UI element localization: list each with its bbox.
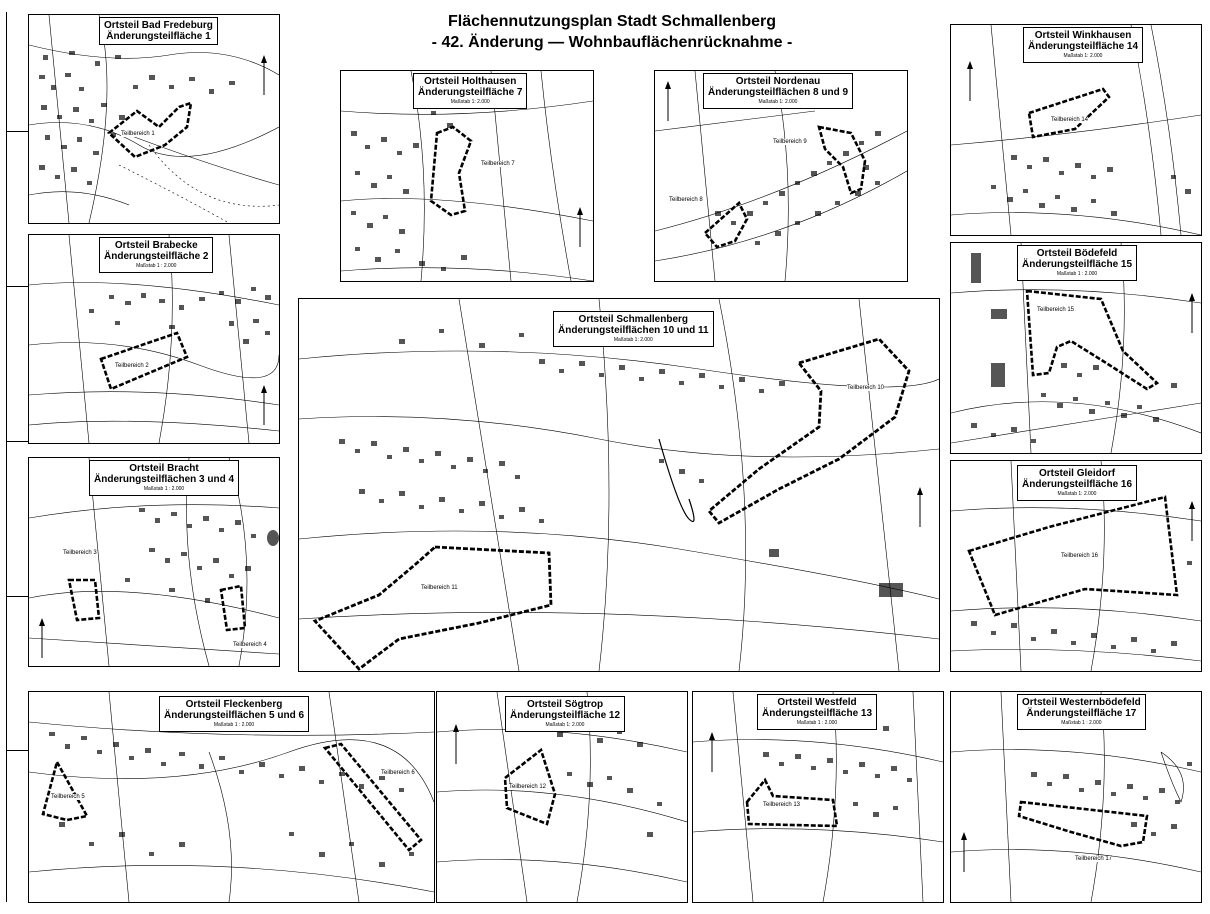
teilbereich-label: Teilbereich 6 [381, 770, 415, 776]
panel-locality: Ortsteil Schmallenberg [578, 314, 689, 325]
panel-label [99, 17, 218, 45]
panel-scale: Maßstab 1 : 2.000 [213, 722, 255, 728]
panel-label [1023, 27, 1143, 63]
map-panel-boedefeld [950, 242, 1202, 454]
panel-scale: Maßstab 1: 2.000 [450, 99, 490, 105]
teilbereich-label: Teilbereich 11 [421, 585, 458, 591]
panel-area-title: Änderungsteilfläche 15 [1022, 259, 1133, 270]
teilbereich-label: Teilbereich 15 [1037, 307, 1075, 313]
panel-area-title: Änderungsteilflächen 8 und 9 [708, 87, 849, 98]
teilbereich-label: Teilbereich 5 [51, 794, 85, 800]
north-arrow-icon [451, 724, 461, 764]
panel-locality: Ortsteil Nordenau [735, 76, 821, 87]
panel-locality: Ortsteil Westfeld [777, 697, 857, 708]
teilbereich-label: Teilbereich 10 [847, 385, 885, 391]
panel-area-title: Änderungsteilfläche 16 [1022, 479, 1133, 490]
panel-area-title: Änderungsteilflächen 3 und 4 [94, 474, 235, 485]
panel-area-title: Änderungsteilflächen 10 und 11 [558, 325, 709, 336]
teilbereich-label: Teilbereich 14 [1051, 117, 1089, 123]
panel-locality: Ortsteil Gleidorf [1038, 468, 1116, 479]
panel-area-title: Änderungsteilfläche 7 [418, 87, 523, 98]
panel-label [89, 460, 239, 496]
map-panel-soegtrop [436, 691, 688, 903]
panel-area-title: Änderungsteilfläche 14 [1028, 41, 1139, 52]
panel-locality: Ortsteil Sögtrop [526, 699, 604, 710]
map-panel-holthausen [340, 70, 594, 282]
teilbereich-label: Teilbereich 12 [509, 784, 547, 790]
panel-label [757, 694, 877, 730]
map-panel-brabecke [28, 234, 280, 444]
map-drawing [29, 15, 279, 223]
panel-label [553, 311, 714, 347]
north-arrow-icon [259, 385, 269, 425]
panel-scale: Maßstab 1 : 2.000 [136, 263, 177, 269]
teilbereich-label: Teilbereich 1 [121, 131, 155, 137]
panel-locality: Ortsteil Winkhausen [1034, 30, 1132, 41]
north-arrow-icon [915, 487, 925, 527]
north-arrow-icon [1187, 501, 1197, 541]
frame-line [6, 12, 7, 902]
frame-tick [6, 596, 28, 597]
plan-title [280, 13, 944, 52]
panel-area-title: Änderungsteilfläche 13 [762, 708, 873, 719]
panel-scale: Maßstab 1: 2.000 [1057, 491, 1097, 497]
panel-label [99, 237, 213, 273]
plan-title-line2: - 42. Änderung — Wohnbauflächenrücknahme - [431, 34, 793, 51]
panel-scale: Maßstab 1 : 2.000 [1061, 720, 1102, 726]
map-panel-fleckenberg [28, 691, 435, 903]
teilbereich-label: Teilbereich 3 [63, 550, 97, 556]
teilbereich-label: Teilbereich 7 [481, 161, 515, 167]
panel-locality: Ortsteil Bad Fredeburg [104, 20, 213, 31]
frame-tick [6, 131, 28, 132]
panel-label [1017, 245, 1137, 281]
teilbereich-label: Teilbereich 13 [763, 802, 801, 808]
panel-locality: Ortsteil Brabecke [114, 240, 198, 251]
teilbereich-label: Teilbereich 17 [1075, 856, 1113, 862]
north-arrow-icon [1187, 293, 1197, 333]
panel-label [703, 73, 853, 109]
frame-tick [6, 750, 28, 751]
north-arrow-icon [663, 81, 673, 121]
panel-label [1017, 694, 1146, 730]
panel-scale: Maßstab 1 : 2.000 [143, 486, 185, 492]
panel-scale: Maßstab 1 : 2.000 [796, 720, 838, 726]
north-arrow-icon [959, 832, 969, 872]
frame-tick [6, 286, 28, 287]
panel-scale: Maßstab 1: 2.000 [1063, 53, 1103, 59]
teilbereich-label: Teilbereich 9 [773, 139, 807, 145]
map-panel-bracht [28, 457, 280, 667]
panel-label [505, 696, 625, 732]
panel-area-title: Änderungsteilfläche 17 [1026, 708, 1137, 719]
map-panel-winkhausen [950, 24, 1202, 236]
panel-label [159, 696, 309, 732]
panel-label [413, 73, 527, 109]
map-panel-gleidorf [950, 460, 1202, 672]
panel-locality: Ortsteil Bracht [129, 463, 199, 474]
teilbereich-label: Teilbereich 16 [1061, 553, 1099, 559]
north-arrow-icon [37, 618, 47, 658]
north-arrow-icon [707, 732, 717, 772]
map-panel-nordenau [654, 70, 908, 282]
north-arrow-icon [259, 55, 269, 95]
teilbereich-label: Teilbereich 4 [233, 642, 267, 648]
panel-area-title: Änderungsteilfläche 2 [104, 251, 209, 262]
north-arrow-icon [965, 61, 975, 101]
panel-area-title: Änderungsteilfläche 1 [106, 31, 211, 42]
panel-area-title: Änderungsteilfläche 12 [510, 710, 621, 721]
map-drawing [299, 299, 939, 671]
panel-scale: Maßstab 1: 2.000 [758, 99, 798, 105]
panel-scale: Maßstab 1: 2.000 [613, 337, 653, 343]
panel-locality: Ortsteil Fleckenberg [185, 699, 283, 710]
panel-locality: Ortsteil Bödefeld [1036, 248, 1118, 259]
teilbereich-label: Teilbereich 8 [669, 197, 703, 203]
plan-title-line1: Flächennutzungsplan Stadt Schmallenberg [447, 13, 777, 30]
panel-area-title: Änderungsteilflächen 5 und 6 [164, 710, 305, 721]
panel-label [1017, 465, 1137, 501]
panel-locality: Ortsteil Westernbödefeld [1022, 697, 1141, 708]
map-panel-schmallenberg [298, 298, 940, 672]
panel-locality: Ortsteil Holthausen [424, 76, 517, 87]
teilbereich-label: Teilbereich 2 [115, 363, 149, 369]
north-arrow-icon [575, 207, 585, 247]
map-panel-westernboedefeld [950, 691, 1202, 903]
map-panel-westfeld [692, 691, 944, 903]
panel-scale: Maßstab 1 : 2.000 [1056, 271, 1098, 277]
frame-tick [6, 441, 28, 442]
panel-scale: Maßstab 1: 2.000 [545, 722, 585, 728]
map-panel-bad-fredeburg [28, 14, 280, 224]
